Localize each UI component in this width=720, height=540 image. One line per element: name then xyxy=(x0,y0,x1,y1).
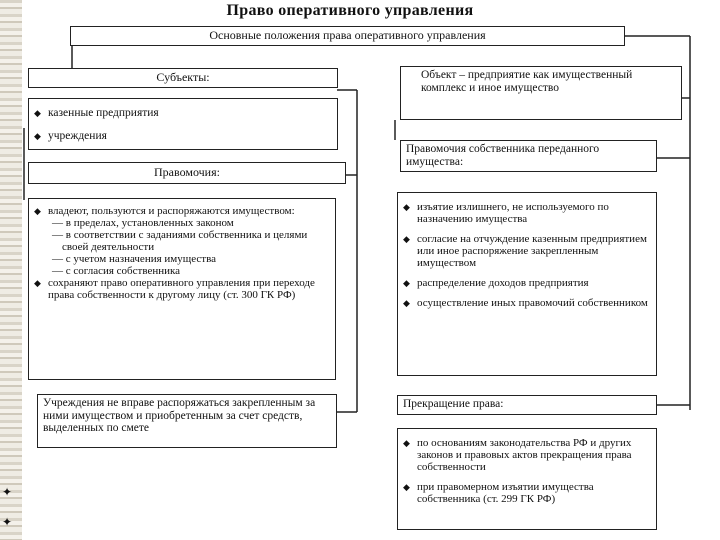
subjects-list-box xyxy=(28,98,338,150)
termination-header-box: Прекращение права: xyxy=(397,395,657,415)
star-icon: ✦ xyxy=(2,485,13,499)
owner-powers-header-box: Правомочия собственника переданного имущества: xyxy=(400,140,657,172)
owner-power-item: ◆ распределение доходов предприятия xyxy=(403,277,651,289)
power-subitem: — в пределах, установленных законом xyxy=(52,217,234,229)
power-subitem: — в соответствии с заданиями собственника и целями своей деятельности xyxy=(52,229,308,253)
power-item: ◆ владеют, пользуются и распоряжаются имуществом: xyxy=(34,205,330,217)
termination-list-box xyxy=(397,428,657,530)
subject-item: ◆ казенные предприятия xyxy=(34,107,332,120)
owner-powers-list-box xyxy=(397,192,657,376)
power-item: ◆ сохраняют право оперативного управления при переходе права собственности к другому лицу (ст. 300 ГК РФ) xyxy=(34,277,330,301)
powers-list-box xyxy=(28,198,336,380)
owner-power-item: ◆ изъятие излишнего, не используемого по назначению имущества xyxy=(403,201,651,225)
power-subitem: — с согласия собственника xyxy=(52,265,181,277)
subjects-header-box: Субъекты: xyxy=(28,68,338,88)
termination-item: ◆ по основаниям законодательства РФ и других законов и правовых актов прекращения права собственности xyxy=(403,437,651,473)
powers-header-box: Правомочия: xyxy=(28,162,346,184)
power-subitem: — с учетом назначения имущества xyxy=(52,253,216,265)
owner-power-item: ◆ осуществление иных правомочий собственником xyxy=(403,297,651,309)
object-box: Объект – предприятие как имущественный комплекс и иное имущество xyxy=(400,66,682,120)
page-title: Право оперативного управления xyxy=(226,2,474,19)
owner-power-item: ◆ согласие на отчуждение казенным предприятием или иное распоряжение закрепленным имуществом xyxy=(403,233,651,269)
institutions-note-box: Учреждения не вправе распоряжаться закрепленным за ними имуществом и приобретенным за счет средств, выделенных по смете xyxy=(37,394,337,448)
subject-item: ◆ учреждения xyxy=(34,130,332,143)
star-icon: ✦ xyxy=(2,515,13,529)
termination-item: ◆ при правомерном изъятии имущества собственника (ст. 299 ГК РФ) xyxy=(403,481,651,505)
main-provisions-box: Основные положения права оперативного управления xyxy=(70,26,625,46)
